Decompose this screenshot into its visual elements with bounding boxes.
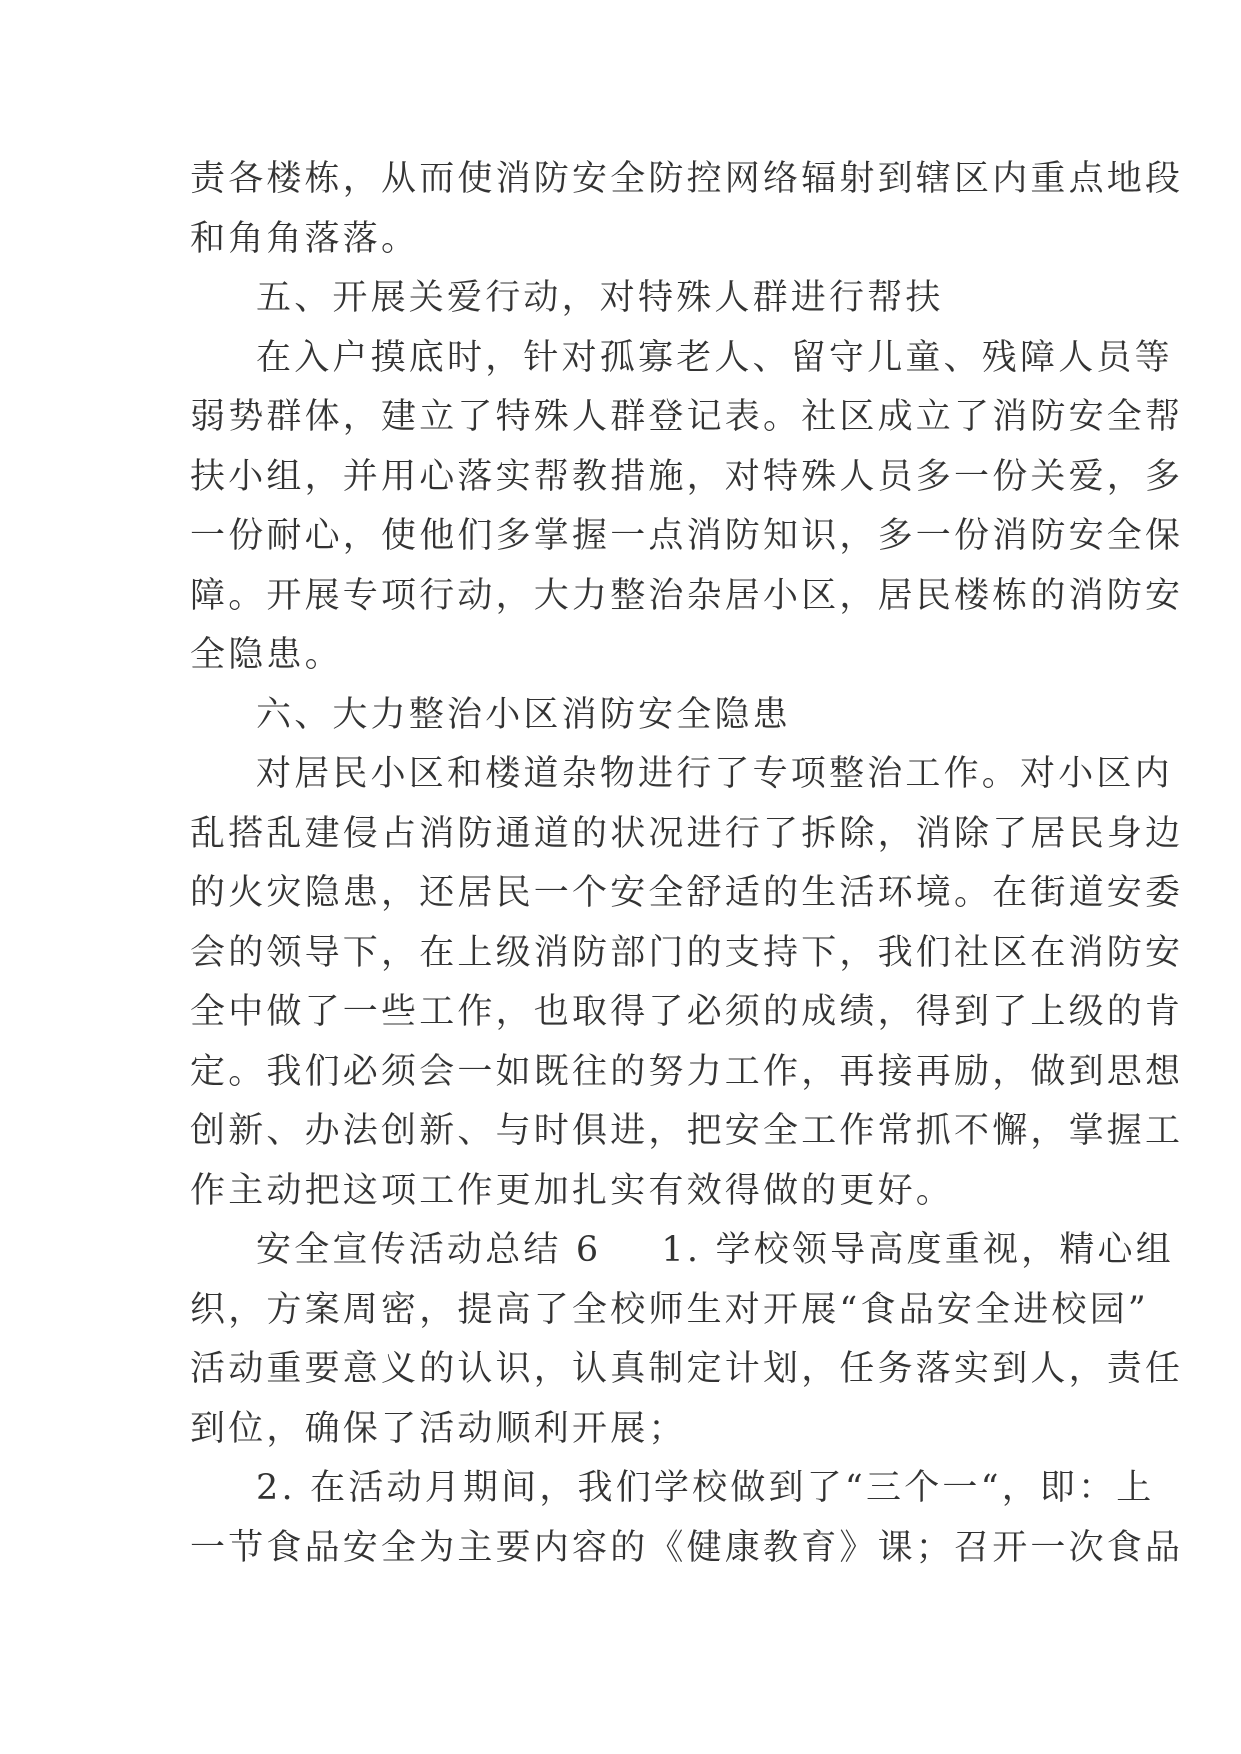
summary-first-line-rest: 1. 学校领导高度重视，精心组 — [661, 1230, 1174, 1270]
text-line: 责各楼栋，从而使消防安全防控网络辐射到辖区内重点地段 — [190, 159, 1184, 199]
text-line: 会的领导下，在上级消防部门的支持下，我们社区在消防安 — [190, 932, 1184, 973]
text-line: 和角角落落。 — [190, 218, 420, 259]
text-line: 一节食品安全为主要内容的《健康教育》课；召开一次食品 — [190, 1527, 1184, 1568]
text-line: 到位，确保了活动顺利开展； — [190, 1408, 687, 1449]
text-line: 全中做了一些工作，也取得了必须的成绩，得到了上级的肯 — [190, 992, 1184, 1032]
summary-heading: 安全宣传活动总结 6 — [256, 1230, 602, 1270]
text-line: 一份耐心，使他们多掌握一点消防知识，多一份消防安全保 — [190, 516, 1184, 556]
paragraph-first-line: 2. 在活动月期间，我们学校做到了“三个一“，即：上 — [256, 1468, 1155, 1508]
text-line: 的火灾隐患，还居民一个安全舒适的生活环境。在街道安委 — [190, 873, 1184, 913]
summary-first-line — [190, 1221, 1174, 1281]
text-line: 全隐患。 — [190, 635, 343, 675]
paragraph-first-line: 对居民小区和楼道杂物进行了专项整治工作。对小区内 — [256, 754, 1173, 794]
text-line: 作主动把这项工作更加扎实有效得做的更好。 — [190, 1170, 955, 1211]
paragraph-first-line: 在入户摸底时，针对孤寡老人、留守儿童、残障人员等 — [256, 337, 1173, 378]
text-line: 定。我们必须会一如既往的努力工作，再接再励，做到思想 — [190, 1051, 1184, 1092]
text-line: 弱势群体，建立了特殊人群登记表。社区成立了消防安全帮 — [190, 397, 1184, 437]
section-heading-six: 六、大力整治小区消防安全隐患 — [256, 694, 791, 735]
section-heading-five: 五、开展关爱行动，对特殊人群进行帮扶 — [256, 278, 944, 318]
text-line: 扶小组，并用心落实帮教措施，对特殊人员多一份关爱，多 — [190, 456, 1184, 497]
text-line: 织，方案周密，提高了全校师生对开展“食品安全进校园” — [190, 1289, 1149, 1330]
document-body — [190, 150, 1184, 1578]
text-line: 障。开展专项行动，大力整治杂居小区，居民楼栋的消防安 — [190, 575, 1184, 616]
text-line: 乱搭乱建侵占消防通道的状况进行了拆除，消除了居民身边 — [190, 813, 1184, 854]
text-line: 活动重要意义的认识，认真制定计划，任务落实到人，责任 — [190, 1349, 1184, 1389]
text-line: 创新、办法创新、与时俱进，把安全工作常抓不懈，掌握工 — [190, 1111, 1184, 1151]
